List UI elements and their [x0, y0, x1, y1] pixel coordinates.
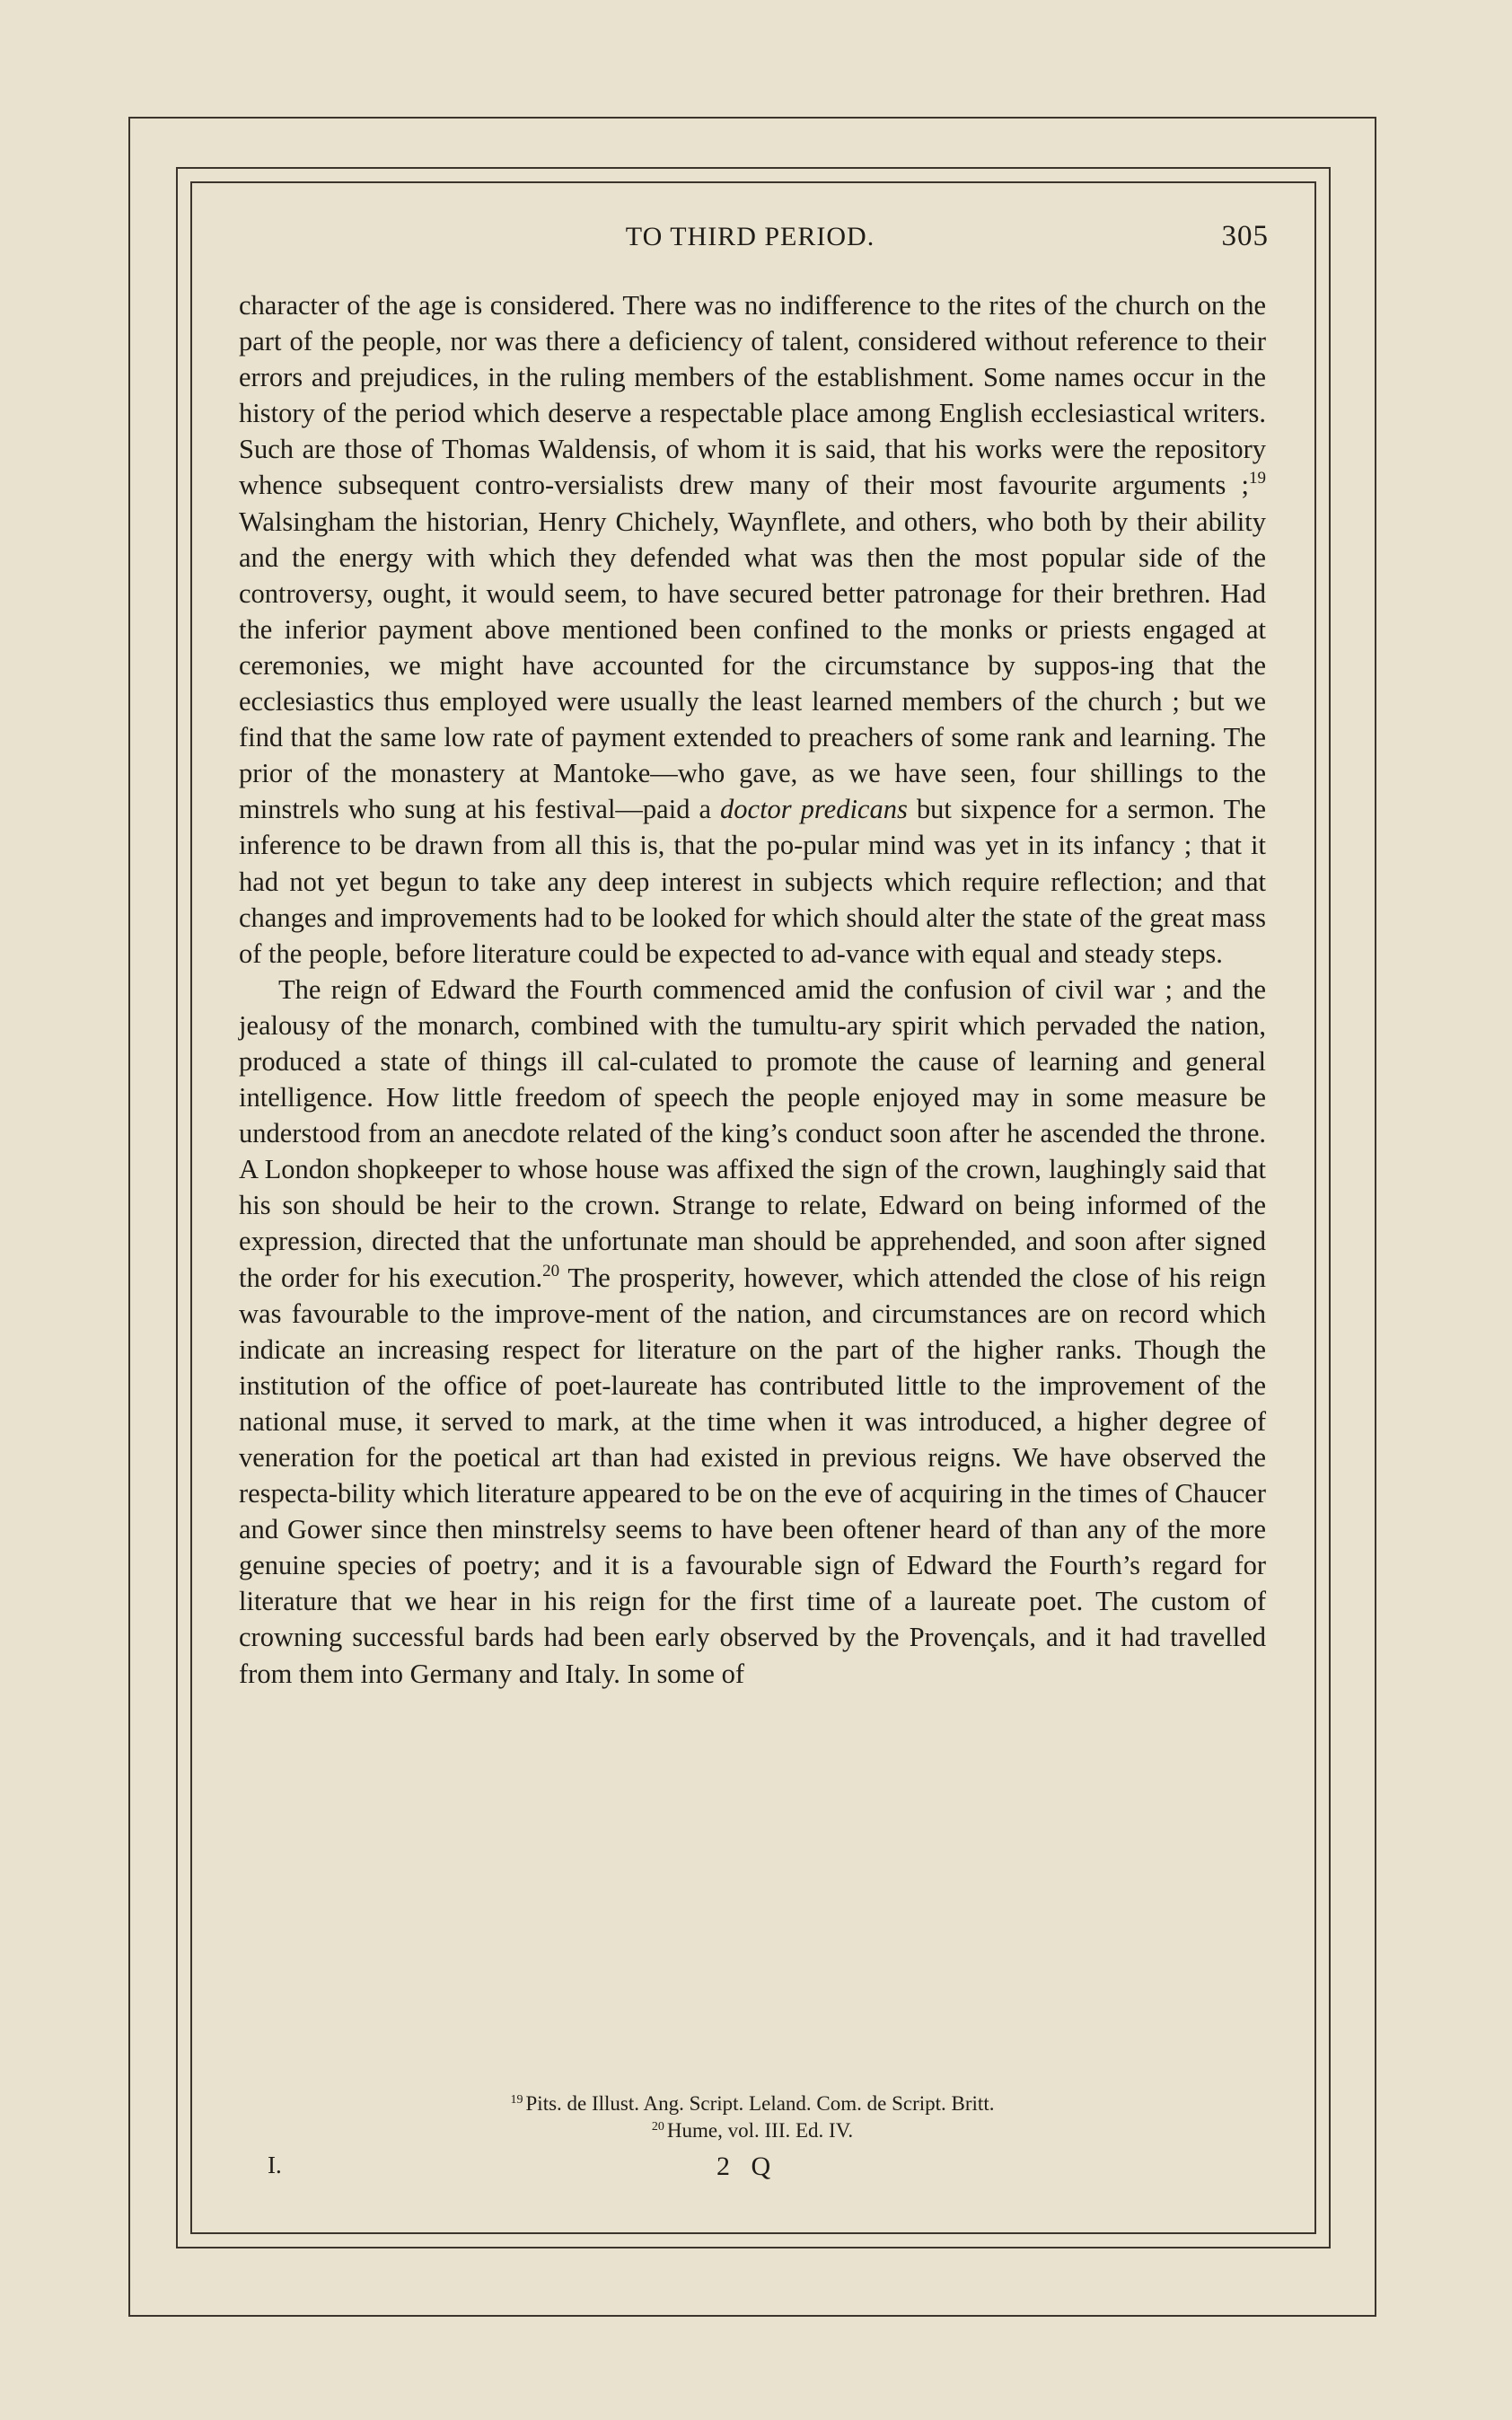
footnote-ref-19[interactable]: 19 — [1249, 469, 1266, 488]
volume-mark: I. — [268, 2152, 282, 2178]
footnote-19 — [239, 2090, 1266, 2117]
footnote-text: Pits. de Illust. Ang. Script. Leland. Com. de Script. Britt. — [525, 2092, 995, 2115]
footnote-mark: 19 — [510, 2093, 523, 2107]
paragraph-2-text-b: The prosperity, however, which attended the close of his reign was favourable to the improve-ment of the nation, and circumstances are on record which indicate an increasing respect for literature on the part of the higher ranks. Though the institution of the office of poet-laureate has contributed little to the improvement of the national muse, it served to mark, at the time when it was introduced, a higher degree of veneration for the poetical art than had existed in previous reigns. We have observed the respecta-bility which literature appeared to be on the eve of acquiring in the times of Chaucer and Gower since then minstrelsy seems to have been oftener heard of than any of the more genuine species of poetry; and it is a favourable sign of Edward the Fourth’s regard for literature that we hear in his reign for the first time of a laureate poet. The custom of crowning successful bards had been early observed by the Provençals, and it had travelled from them into Germany and Italy. In some of — [239, 1262, 1266, 1689]
footnote-20 — [239, 2117, 1266, 2144]
running-header — [232, 220, 1269, 256]
signature-row — [268, 2152, 1255, 2187]
printer-signature: 2 Q — [716, 2152, 778, 2181]
running-title: TO THIRD PERIOD. — [625, 222, 875, 251]
paragraph-1-text-a: character of the age is considered. There was no indifference to the rites of the church on the part of the people, nor was there a deficiency of talent, considered without reference to their errors and prejudices, in the ruling members of the establishment. Some names occur in the history of the period which deserve a respectable place among English ecclesiastical writers. Such are those of Thomas Waldensis, of whom it is said, that his works were the repository whence subsequent contro-versialists drew many of their most favourite arguments ; — [239, 290, 1266, 501]
body-text — [239, 287, 1266, 1692]
footnotes — [239, 2090, 1266, 2144]
paragraph-1-text-b: Walsingham the historian, Henry Chichely, Waynflete, and others, who both by their ability and the energy with which they defended what was then the most popular side of the controversy, ought, it would seem, to have secured better patronage for their brethren. Had the inferior payment above mentioned been confined to the monks or priests engaged at ceremonies, we might have accounted for the circumstance by suppos-ing that the ecclesiastics thus employed were usually the least learned members of the church ; but we find that the same low rate of payment extended to preachers of some rank and learning. The prior of the monastery at Mantoke—who gave, as we have seen, four shillings to the minstrels who sung at his festival—paid a — [239, 506, 1266, 825]
italic-phrase: doctor predicans — [720, 794, 908, 825]
paragraph-2 — [239, 972, 1266, 1692]
footnote-mark: 20 — [651, 2120, 664, 2134]
paragraph-1-text-c: but sixpence for a sermon. The inference to be drawn from all this is, that the po-pular mind was yet in its infancy ; that it had not yet begun to take any deep interest in subjects which require reflection; and that changes and improvements had to be looked for which should alter the state of the great mass of the people, before literature could be expected to ad-vance with equal and steady steps. — [239, 794, 1267, 969]
footnote-ref-20[interactable]: 20 — [542, 1261, 560, 1280]
page-number: 305 — [1221, 220, 1269, 252]
footnote-text: Hume, vol. III. Ed. IV. — [666, 2119, 854, 2142]
paragraph-2-text-a: The reign of Edward the Fourth commenced amid the confusion of civil war ; and the jealousy of the monarch, combined with the tumultu-ary spirit which pervaded the nation, produced a state of things ill cal-culated to promote the cause of learning and general intelligence. How little freedom of speech the people enjoyed may in some measure be understood from an anecdote related of the king’s conduct soon after he ascended the throne. A London shopkeeper to whose house was affixed the sign of the crown, laughingly said that his son should be heir to the crown. Strange to relate, Edward on being informed of the expression, directed that the unfortunate man should be apprehended, and soon after signed the order for his execution. — [239, 973, 1266, 1293]
paragraph-1 — [239, 287, 1266, 972]
